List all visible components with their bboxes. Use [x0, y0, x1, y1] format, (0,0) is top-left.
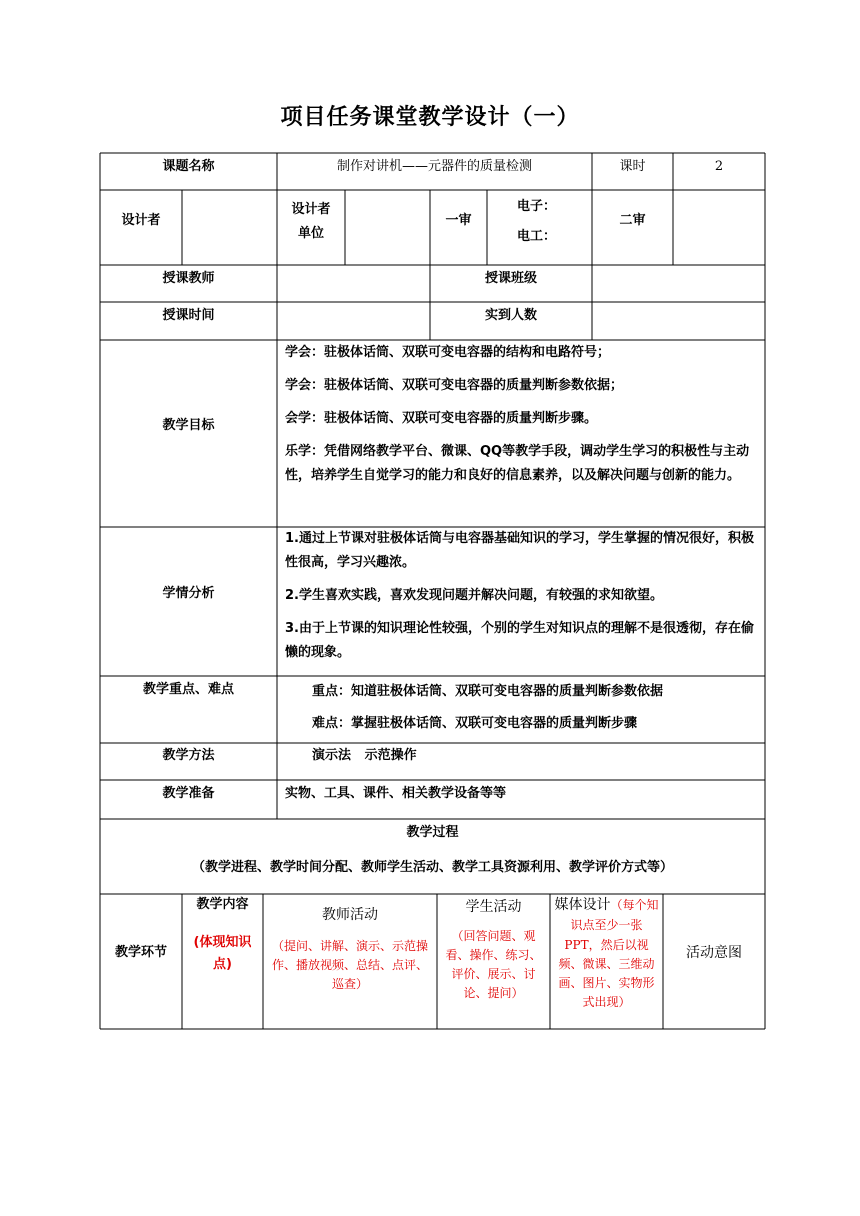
process-header [100, 819, 765, 894]
col-teacher [263, 894, 437, 1029]
electrician-label: 电工： [517, 229, 557, 244]
col-student-note: （回答问题、观看、操作、练习、评价、展示、讨论、提问） [445, 928, 542, 1001]
focus-label: 教学重点、难点 [142, 682, 234, 697]
col-media-note: （每个知识点至少一张PPT，然后以视频、微课、三维动画、图片、实物形式出现） [558, 898, 659, 1010]
attendance-label: 实到人数 [484, 308, 537, 323]
analysis-item: 3.由于上节课的知识理论性较强，个别的学生对知识点的理解不是很透彻，存在偷懒的现象。 [285, 621, 754, 660]
objectives-label: 教学目标 [162, 418, 215, 433]
time-label: 授课时间 [162, 308, 215, 323]
objectives-content [277, 340, 765, 527]
analysis-content [277, 527, 765, 676]
col-content [182, 894, 263, 1029]
difficulty: 难点：掌握驻极体话筒、双联可变电容器的质量判断步骤 [312, 716, 638, 731]
topic-label: 课题名称 [162, 159, 215, 174]
topic-value: 制作对讲机——元器件的质量检测 [336, 159, 532, 174]
col-stage: 教学环节 [114, 945, 167, 960]
process-title: 教学过程 [406, 825, 459, 840]
prep-value: 实物、工具、课件、相关教学设备等等 [285, 786, 507, 801]
col-media [550, 894, 663, 1029]
col-media-title: 媒体设计 [554, 897, 611, 913]
method-label: 教学方法 [162, 748, 215, 763]
designer-unit-label-line1: 设计者 [291, 202, 331, 217]
review2-label: 二审 [619, 213, 646, 228]
col-teacher-title: 教师活动 [322, 907, 378, 923]
objective-item: 乐学：凭借网络教学平台、微课、QQ等教学手段，调动学生学习的积极性与主动性，培养学生自觉学习的能力和良好的信息素养，以及解决问题与创新的能力。 [285, 444, 750, 483]
key-point: 重点：知道驻极体话筒、双联可变电容器的质量判断参数依据 [312, 684, 664, 699]
hours-label: 课时 [619, 159, 646, 174]
analysis-item: 1.通过上节课对驻极体话筒与电容器基础知识的学习，学生掌握的情况很好，积极性很高，学习兴趣浓。 [285, 531, 754, 570]
col-teacher-note: （提问、讲解、演示、示范操作、播放视频、总结、点评、巡查） [271, 938, 428, 991]
objective-item: 会学：驻极体话筒、双联可变电容器的质量判断步骤。 [285, 411, 598, 426]
process-subtitle: （教学进程、教学时间分配、教师学生活动、教学工具资源利用、教学评价方式等） [191, 859, 673, 875]
review1-detail [487, 190, 592, 265]
designer-label: 设计者 [121, 213, 161, 228]
prep-label: 教学准备 [162, 786, 215, 801]
hours-value: 2 [714, 159, 724, 174]
analysis-label: 学情分析 [162, 586, 215, 601]
col-content-note: (体现知识点) [193, 935, 252, 972]
analysis-item: 2.学生喜欢实践，喜欢发现问题并解决问题，有较强的求知欲望。 [285, 588, 663, 603]
objective-item: 学会：驻极体话筒、双联可变电容器的结构和电路符号； [285, 345, 611, 360]
method-value: 演示法 示范操作 [312, 748, 417, 763]
col-intent: 活动意图 [686, 945, 742, 961]
focus-content [277, 676, 765, 743]
electronics-label: 电子： [517, 199, 557, 214]
col-student [437, 894, 550, 1029]
page-title: 项目任务课堂教学设计（一） [280, 104, 580, 130]
designer-unit-label-line2: 单位 [297, 226, 324, 241]
col-content-title: 教学内容 [196, 897, 249, 912]
objective-item: 学会：驻极体话筒、双联可变电容器的质量判断参数依据； [285, 378, 624, 393]
col-student-title: 学生活动 [465, 899, 522, 915]
teacher-label: 授课教师 [162, 271, 215, 286]
designer-unit-label [277, 190, 345, 265]
class-label: 授课班级 [484, 271, 537, 286]
review1-label: 一审 [445, 213, 472, 228]
